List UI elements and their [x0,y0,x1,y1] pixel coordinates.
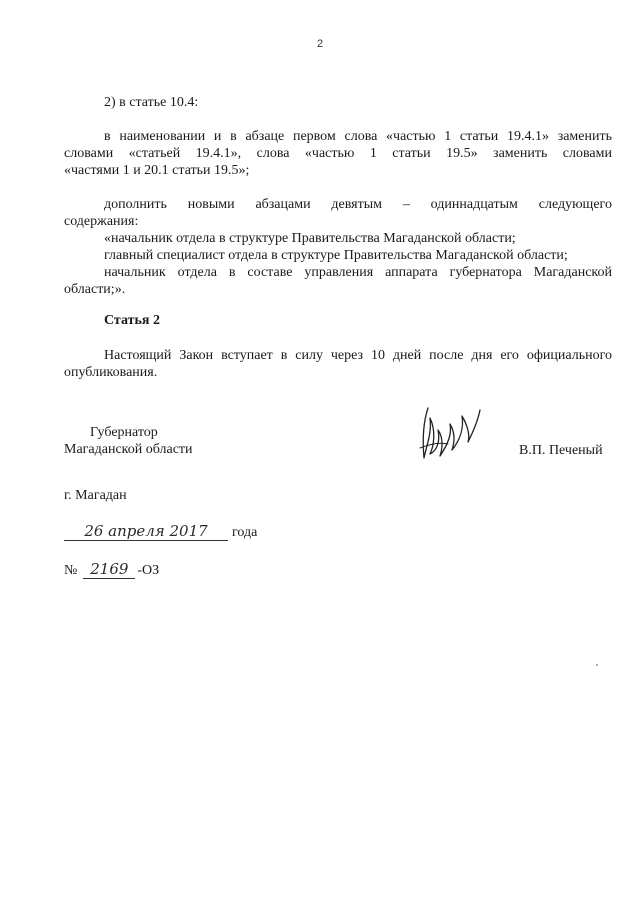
scan-speck [596,664,598,666]
item-heading [64,94,612,111]
para2-line-1 [64,196,612,213]
page-number: 2 [316,38,324,50]
governor-name: В.П. Печеный [519,443,603,458]
para1-line-3: «частями 1 и 20.1 статьи 19.5»; [64,163,250,178]
article-2-line-2: опубликования. [64,365,158,380]
para2-line-2: содержания: [64,214,139,229]
para2-word: следующего [538,197,612,212]
para1-line-1: в наименовании и в абзаце первом слова «частью 1 статьи 19.4.1» заменить [104,129,612,144]
item-label: 2) в статье 10.4: [104,95,199,110]
quoted-position-3-end: области;». [64,282,126,297]
amendment-paragraph-1 [64,128,612,179]
para1-line-2: словами «статьей 19.4.1», слова «частью 1 статьи 19.5» заменить словами [64,146,612,161]
para2-word: дополнить [104,197,167,212]
para2-word: – [402,197,410,212]
governor-title-line-2: Магаданской области [64,442,193,457]
para2-word: абзацами [255,197,311,212]
handwritten-number: 2169 [83,560,135,579]
amendment-paragraph-2 [64,196,612,298]
article-2-text [64,347,612,381]
governor-title [64,424,193,458]
governor-title-line-1: Губернатор [90,425,158,440]
date-suffix: года [232,525,258,540]
quoted-position-1: «начальник отдела в структуре Правительства Магаданской области; [104,231,516,246]
article-2-line-1: Настоящий Закон вступает в силу через 10 дней после дня его официального [104,348,612,363]
para2-word: одиннадцатым [430,197,518,212]
article-2-heading: Статья 2 [104,313,160,328]
law-number-line [64,560,159,579]
handwritten-signature [418,400,488,466]
date-line [64,522,257,541]
quoted-position-2: главный специалист отдела в структуре Правительства Магаданской области; [104,248,568,263]
city: г. Магадан [64,488,127,503]
para2-word: новыми [187,197,235,212]
number-prefix: № [64,563,78,578]
para2-word: девятым [331,197,382,212]
quoted-position-3: начальник отдела в составе управления аппарата губернатора Магаданской [104,265,612,280]
number-suffix: -ОЗ [137,563,160,578]
handwritten-date: 26 апреля 2017 [64,522,228,541]
